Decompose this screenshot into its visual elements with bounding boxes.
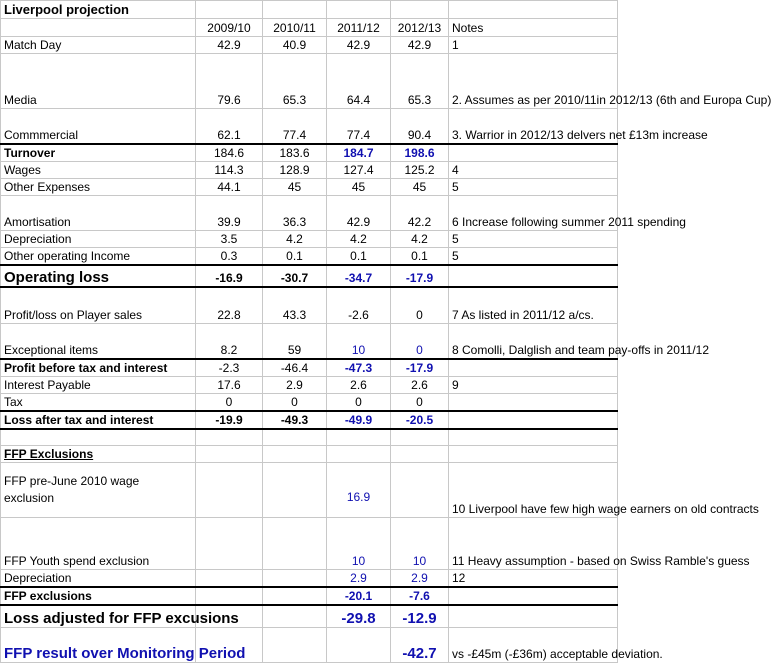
note-cell[interactable]: 10 Liverpool have few high wage earners on old contracts bbox=[449, 463, 618, 518]
value-cell[interactable]: 4.2 bbox=[327, 230, 391, 247]
blank-cell[interactable] bbox=[1, 429, 196, 446]
value-cell[interactable]: -47.3 bbox=[327, 359, 391, 377]
value-cell[interactable]: 42.9 bbox=[196, 37, 263, 54]
col-header-2012-13[interactable]: 2012/13 bbox=[391, 19, 449, 37]
row-label[interactable] bbox=[1, 463, 196, 518]
value-cell[interactable]: 0.3 bbox=[196, 247, 263, 265]
note-cell[interactable]: 7 As listed in 2011/12 a/cs. bbox=[449, 287, 618, 324]
blank-cell[interactable] bbox=[196, 587, 263, 605]
value-cell[interactable]: 39.9 bbox=[196, 195, 263, 230]
note-cell[interactable] bbox=[449, 265, 618, 287]
row-other-operating-income bbox=[1, 247, 618, 265]
blank-cell[interactable] bbox=[263, 463, 327, 518]
value-cell[interactable]: -46.4 bbox=[263, 359, 327, 377]
blank-cell[interactable] bbox=[1, 19, 196, 37]
row-profit-before-tax bbox=[1, 359, 618, 377]
value-cell[interactable]: 2.6 bbox=[327, 376, 391, 393]
header-row bbox=[1, 19, 618, 37]
row-ffp-depreciation bbox=[1, 570, 618, 588]
row-label[interactable]: Profit before tax and interest bbox=[1, 359, 196, 377]
row-commercial bbox=[1, 109, 618, 144]
row-label[interactable]: Other operating Income bbox=[1, 247, 196, 265]
note-cell[interactable]: 1 bbox=[449, 37, 618, 54]
row-label[interactable]: Loss after tax and interest bbox=[1, 411, 196, 429]
row-label[interactable]: Operating loss bbox=[1, 265, 196, 287]
row-amortisation bbox=[1, 195, 618, 230]
value-cell[interactable]: -7.6 bbox=[391, 587, 449, 605]
row-turnover bbox=[1, 144, 618, 162]
value-cell[interactable]: -20.5 bbox=[391, 411, 449, 429]
row-label[interactable]: Amortisation bbox=[1, 195, 196, 230]
value-cell[interactable]: -49.3 bbox=[263, 411, 327, 429]
blank-cell[interactable] bbox=[196, 463, 263, 518]
value-cell[interactable]: -19.9 bbox=[196, 411, 263, 429]
blank-cell[interactable] bbox=[263, 587, 327, 605]
value-cell[interactable]: -16.9 bbox=[196, 265, 263, 287]
value-cell[interactable]: 45 bbox=[327, 178, 391, 195]
blank-cell[interactable] bbox=[327, 429, 391, 446]
blank-cell[interactable] bbox=[263, 1, 327, 19]
value-cell[interactable]: -34.7 bbox=[327, 265, 391, 287]
row-label[interactable]: Depreciation bbox=[1, 230, 196, 247]
col-header-notes[interactable]: Notes bbox=[449, 19, 618, 37]
blank-cell[interactable] bbox=[391, 463, 449, 518]
blank-cell[interactable] bbox=[263, 570, 327, 588]
value-cell[interactable]: 42.9 bbox=[327, 37, 391, 54]
value-cell[interactable]: 90.4 bbox=[391, 109, 449, 144]
row-ffp-exclusions bbox=[1, 587, 618, 605]
value-cell[interactable]: 42.2 bbox=[391, 195, 449, 230]
row-label[interactable]: Depreciation bbox=[1, 570, 196, 588]
value-cell[interactable]: -17.9 bbox=[391, 265, 449, 287]
row-depreciation bbox=[1, 230, 618, 247]
value-cell[interactable]: 184.6 bbox=[196, 144, 263, 162]
value-cell[interactable]: 3.5 bbox=[196, 230, 263, 247]
value-cell[interactable]: 2.9 bbox=[391, 570, 449, 588]
row-ffp-wage-exclusion bbox=[1, 463, 618, 518]
row-wages bbox=[1, 161, 618, 178]
value-cell[interactable]: 4.2 bbox=[391, 230, 449, 247]
note-cell[interactable]: 6 Increase following summer 2011 spending bbox=[449, 195, 618, 230]
row-label[interactable]: Interest Payable bbox=[1, 376, 196, 393]
blank-cell[interactable] bbox=[196, 570, 263, 588]
value-cell[interactable]: 45 bbox=[391, 178, 449, 195]
value-cell[interactable]: 10 bbox=[391, 518, 449, 570]
note-cell[interactable]: 2. Assumes as per 2010/11in 2012/13 (6th and Europa Cup) bbox=[449, 54, 618, 109]
blank-cell[interactable] bbox=[391, 429, 449, 446]
value-cell[interactable]: 0 bbox=[196, 393, 263, 411]
value-cell[interactable]: -42.7 bbox=[391, 627, 449, 662]
value-cell[interactable]: 0 bbox=[391, 324, 449, 359]
col-header-2010-11[interactable]: 2010/11 bbox=[263, 19, 327, 37]
blank-row bbox=[1, 429, 618, 446]
note-cell[interactable] bbox=[449, 411, 618, 429]
value-cell[interactable]: 10 bbox=[327, 324, 391, 359]
value-cell[interactable]: 0 bbox=[327, 393, 391, 411]
value-cell[interactable]: 42.9 bbox=[327, 195, 391, 230]
value-cell[interactable]: 17.6 bbox=[196, 376, 263, 393]
row-label[interactable]: Turnover bbox=[1, 144, 196, 162]
value-cell[interactable]: 42.9 bbox=[391, 37, 449, 54]
blank-cell[interactable] bbox=[327, 1, 391, 19]
col-header-2011-12[interactable]: 2011/12 bbox=[327, 19, 391, 37]
row-ffp-youth bbox=[1, 518, 618, 570]
value-cell[interactable]: 44.1 bbox=[196, 178, 263, 195]
value-cell[interactable]: -20.1 bbox=[327, 587, 391, 605]
value-cell[interactable]: -49.9 bbox=[327, 411, 391, 429]
row-label[interactable]: Loss adjusted for FFP excusions bbox=[1, 605, 196, 627]
row-label[interactable]: Wages bbox=[1, 161, 196, 178]
note-cell[interactable]: 9 bbox=[449, 376, 618, 393]
value-cell[interactable]: 8.2 bbox=[196, 324, 263, 359]
value-cell[interactable]: 0 bbox=[391, 393, 449, 411]
blank-cell[interactable] bbox=[263, 627, 327, 662]
value-cell[interactable]: 4.2 bbox=[263, 230, 327, 247]
row-operating-loss bbox=[1, 265, 618, 287]
ffp-heading[interactable]: FFP Exclusions bbox=[1, 446, 196, 463]
value-cell[interactable]: -2.6 bbox=[327, 287, 391, 324]
blank-cell[interactable] bbox=[196, 518, 263, 570]
blank-cell[interactable] bbox=[263, 429, 327, 446]
row-label[interactable]: Profit/loss on Player sales bbox=[1, 287, 196, 324]
note-cell[interactable]: 3. Warrior in 2012/13 delvers net £13m increase bbox=[449, 109, 618, 144]
row-label[interactable]: Commmercial bbox=[1, 109, 196, 144]
value-cell[interactable]: 65.3 bbox=[391, 54, 449, 109]
note-cell[interactable]: 8 Comolli, Dalglish and team pay-offs in 2011/12 bbox=[449, 324, 618, 359]
value-cell[interactable]: 77.4 bbox=[263, 109, 327, 144]
row-label[interactable]: FFP exclusions bbox=[1, 587, 196, 605]
note-cell[interactable]: vs -£45m (-£36m) acceptable deviation. bbox=[449, 627, 618, 662]
row-match-day bbox=[1, 37, 618, 54]
row-exceptional-items bbox=[1, 324, 618, 359]
value-cell[interactable]: 0.1 bbox=[391, 247, 449, 265]
value-cell[interactable]: 22.8 bbox=[196, 287, 263, 324]
note-cell[interactable]: 5 bbox=[449, 230, 618, 247]
sheet-title[interactable]: Liverpool projection bbox=[1, 1, 196, 19]
row-label[interactable]: Media bbox=[1, 54, 196, 109]
value-cell[interactable]: 2.6 bbox=[391, 376, 449, 393]
row-other-expenses bbox=[1, 178, 618, 195]
value-cell[interactable]: 40.9 bbox=[263, 37, 327, 54]
blank-cell[interactable] bbox=[263, 605, 327, 627]
value-cell[interactable]: 36.3 bbox=[263, 195, 327, 230]
note-cell[interactable]: 12 bbox=[449, 570, 618, 588]
blank-cell[interactable] bbox=[449, 429, 618, 446]
note-cell[interactable]: 11 Heavy assumption - based on Swiss Ramble's guess bbox=[449, 518, 618, 570]
row-label[interactable]: FFP Youth spend exclusion bbox=[1, 518, 196, 570]
note-cell[interactable] bbox=[449, 359, 618, 377]
row-label[interactable]: Match Day bbox=[1, 37, 196, 54]
row-label[interactable]: Tax bbox=[1, 393, 196, 411]
value-cell[interactable]: 62.1 bbox=[196, 109, 263, 144]
blank-cell[interactable] bbox=[196, 1, 263, 19]
blank-cell[interactable] bbox=[391, 446, 449, 463]
row-loss-adjusted bbox=[1, 605, 618, 627]
value-cell[interactable]: 128.9 bbox=[263, 161, 327, 178]
value-cell[interactable]: 2.9 bbox=[327, 570, 391, 588]
row-media bbox=[1, 54, 618, 109]
value-cell[interactable]: 114.3 bbox=[196, 161, 263, 178]
blank-cell[interactable] bbox=[449, 446, 618, 463]
value-cell[interactable]: 43.3 bbox=[263, 287, 327, 324]
ffp-heading-row bbox=[1, 446, 618, 463]
blank-cell[interactable] bbox=[263, 518, 327, 570]
title-row bbox=[1, 1, 618, 19]
value-cell[interactable]: 45 bbox=[263, 178, 327, 195]
col-header-2009-10[interactable]: 2009/10 bbox=[196, 19, 263, 37]
row-label[interactable]: Other Expenses bbox=[1, 178, 196, 195]
value-cell[interactable]: 125.2 bbox=[391, 161, 449, 178]
row-loss-after-tax bbox=[1, 411, 618, 429]
value-cell[interactable]: -29.8 bbox=[327, 605, 391, 627]
row-label[interactable]: Exceptional items bbox=[1, 324, 196, 359]
blank-cell[interactable] bbox=[449, 605, 618, 627]
blank-cell[interactable] bbox=[263, 446, 327, 463]
blank-cell[interactable] bbox=[327, 446, 391, 463]
note-cell[interactable]: 4 bbox=[449, 161, 618, 178]
ffp-wage-label-line2: exclusion bbox=[4, 491, 55, 505]
row-interest-payable bbox=[1, 376, 618, 393]
blank-cell[interactable] bbox=[391, 1, 449, 19]
value-cell[interactable]: 59 bbox=[263, 324, 327, 359]
blank-cell[interactable] bbox=[327, 627, 391, 662]
blank-cell[interactable] bbox=[196, 446, 263, 463]
value-cell[interactable]: 77.4 bbox=[327, 109, 391, 144]
blank-cell[interactable] bbox=[449, 587, 618, 605]
row-ffp-result bbox=[1, 627, 618, 662]
blank-cell[interactable] bbox=[449, 1, 618, 19]
value-cell[interactable]: 65.3 bbox=[263, 54, 327, 109]
value-cell[interactable]: 10 bbox=[327, 518, 391, 570]
note-cell[interactable] bbox=[449, 144, 618, 162]
value-cell[interactable]: -17.9 bbox=[391, 359, 449, 377]
note-cell[interactable] bbox=[449, 393, 618, 411]
value-cell[interactable]: 127.4 bbox=[327, 161, 391, 178]
value-cell[interactable]: 0 bbox=[263, 393, 327, 411]
note-cell[interactable]: 5 bbox=[449, 247, 618, 265]
value-cell[interactable]: 184.7 bbox=[327, 144, 391, 162]
value-cell[interactable]: 0 bbox=[391, 287, 449, 324]
value-cell[interactable]: 64.4 bbox=[327, 54, 391, 109]
blank-cell[interactable] bbox=[196, 429, 263, 446]
value-cell[interactable]: -2.3 bbox=[196, 359, 263, 377]
value-cell[interactable]: 16.9 bbox=[327, 463, 391, 518]
value-cell[interactable]: -30.7 bbox=[263, 265, 327, 287]
ffp-wage-label-line1: FFP pre-June 2010 wage bbox=[4, 474, 140, 488]
row-tax bbox=[1, 393, 618, 411]
value-cell[interactable]: 0.1 bbox=[263, 247, 327, 265]
note-cell[interactable]: 5 bbox=[449, 178, 618, 195]
row-label[interactable]: FFP result over Monitoring Period bbox=[1, 627, 196, 662]
value-cell[interactable]: 0.1 bbox=[327, 247, 391, 265]
value-cell[interactable]: 198.6 bbox=[391, 144, 449, 162]
row-player-sales bbox=[1, 287, 618, 324]
value-cell[interactable]: -12.9 bbox=[391, 605, 449, 627]
value-cell[interactable]: 2.9 bbox=[263, 376, 327, 393]
value-cell[interactable]: 183.6 bbox=[263, 144, 327, 162]
value-cell[interactable]: 79.6 bbox=[196, 54, 263, 109]
